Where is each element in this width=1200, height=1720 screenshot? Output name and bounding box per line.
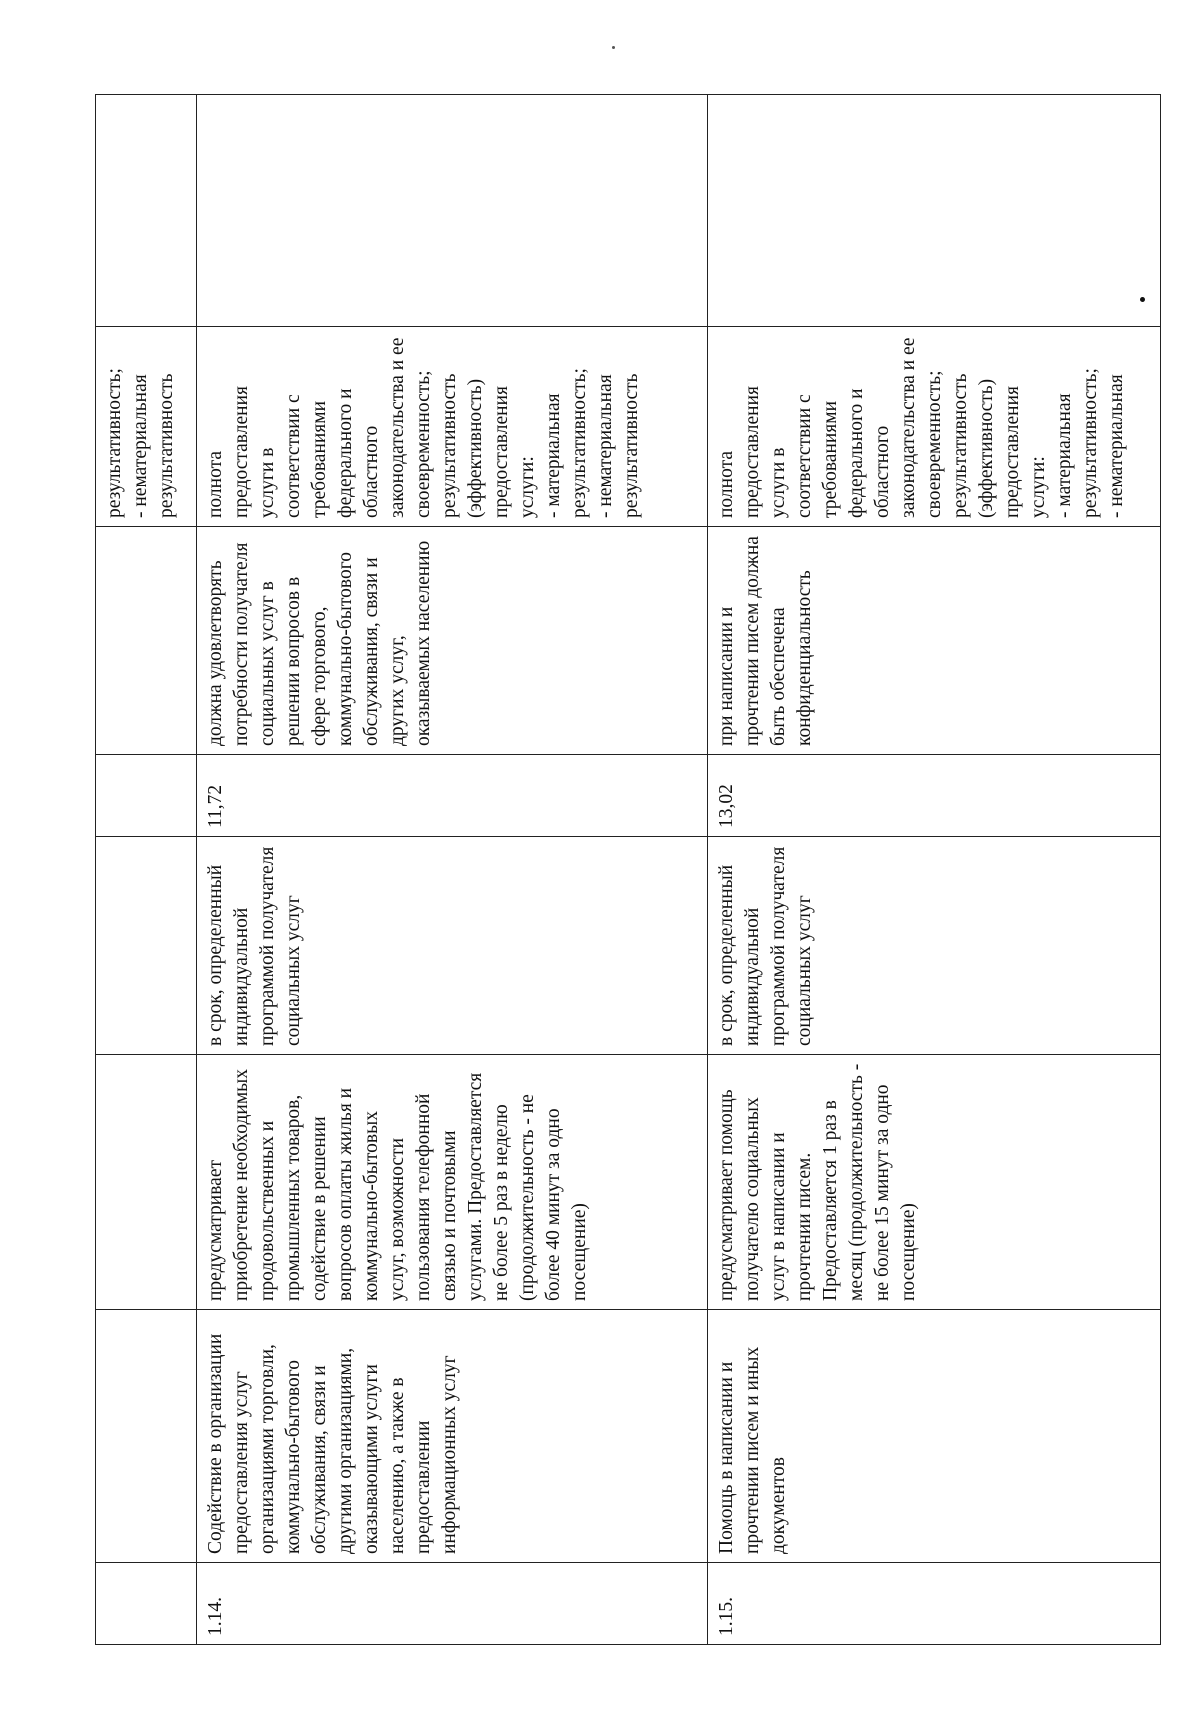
cell-number (96, 1563, 197, 1645)
cell-name (96, 1310, 197, 1563)
scan-speck (612, 46, 615, 49)
table-row-continuation (96, 95, 197, 1645)
cell-description (96, 1055, 197, 1310)
table-row (708, 95, 1161, 1645)
cell-indicators: полнота предоставления услуги в соответствии с требованиями федерального и областного законодательства и ее своевременность; результативность (эффективность) предоставления услуги: - материальная результативность; - нематериальная результативность (197, 327, 708, 527)
cell-name: Содействие в организации предоставления услуг организациями торговли, коммунально-бытового обслуживания, связи и другими организациями, оказывающими услуги населению, а также в предоставлении информационных услуг (197, 1310, 708, 1563)
scan-speck (1140, 297, 1145, 302)
cell-description: предусматривает приобретение необходимых продовольственных и промышленных товаров, содействие в решении вопросов оплаты жилья и коммунально-бытовых услуг, возможности пользования телефонной связью и почтовыми услугами. Предоставляется не более 5 раз в неделю (продолжительность - не более 40 минут за одно посещение) (197, 1055, 708, 1310)
cell-indicators: результативность; - нематериальная результативность (96, 327, 197, 527)
cell-indicators: полнота предоставления услуги в соответствии с требованиями федерального и областного законодательства и ее своевременность; результативность (эффективность) предоставления услуги: - материальная результативность; - нематериальная (708, 327, 1161, 527)
cell-conditions: при написании и прочтении писем должна быть обеспечена конфиденциальность (708, 527, 1161, 755)
cell-number: 1.14. (197, 1563, 708, 1645)
rotated-page-table (95, 95, 1145, 1645)
cell-extra (197, 95, 708, 327)
services-table (95, 94, 1161, 1645)
cell-term (96, 837, 197, 1055)
cell-description: предусматривает помощь получателю социальных услуг в написании и прочтении писем. Предоставляется 1 раз в месяц (продолжительность - не более 15 минут за одно посещение) (708, 1055, 1161, 1310)
cell-term: в срок, определенный индивидуальной программой получателя социальных услуг (197, 837, 708, 1055)
cell-tariff: 13,02 (708, 755, 1161, 837)
cell-extra (708, 95, 1161, 327)
cell-name: Помощь в написании и прочтении писем и иных документов (708, 1310, 1161, 1563)
cell-tariff: 11,72 (197, 755, 708, 837)
cell-number: 1.15. (708, 1563, 1161, 1645)
cell-conditions: должна удовлетворять потребности получателя социальных услуг в решении вопросов в сфере торгового, коммунально-бытового обслуживания, связи и других услуг, оказываемых населению (197, 527, 708, 755)
cell-tariff (96, 755, 197, 837)
cell-extra (96, 95, 197, 327)
cell-conditions (96, 527, 197, 755)
cell-term: в срок, определенный индивидуальной программой получателя социальных услуг (708, 837, 1161, 1055)
table-row (197, 95, 708, 1645)
